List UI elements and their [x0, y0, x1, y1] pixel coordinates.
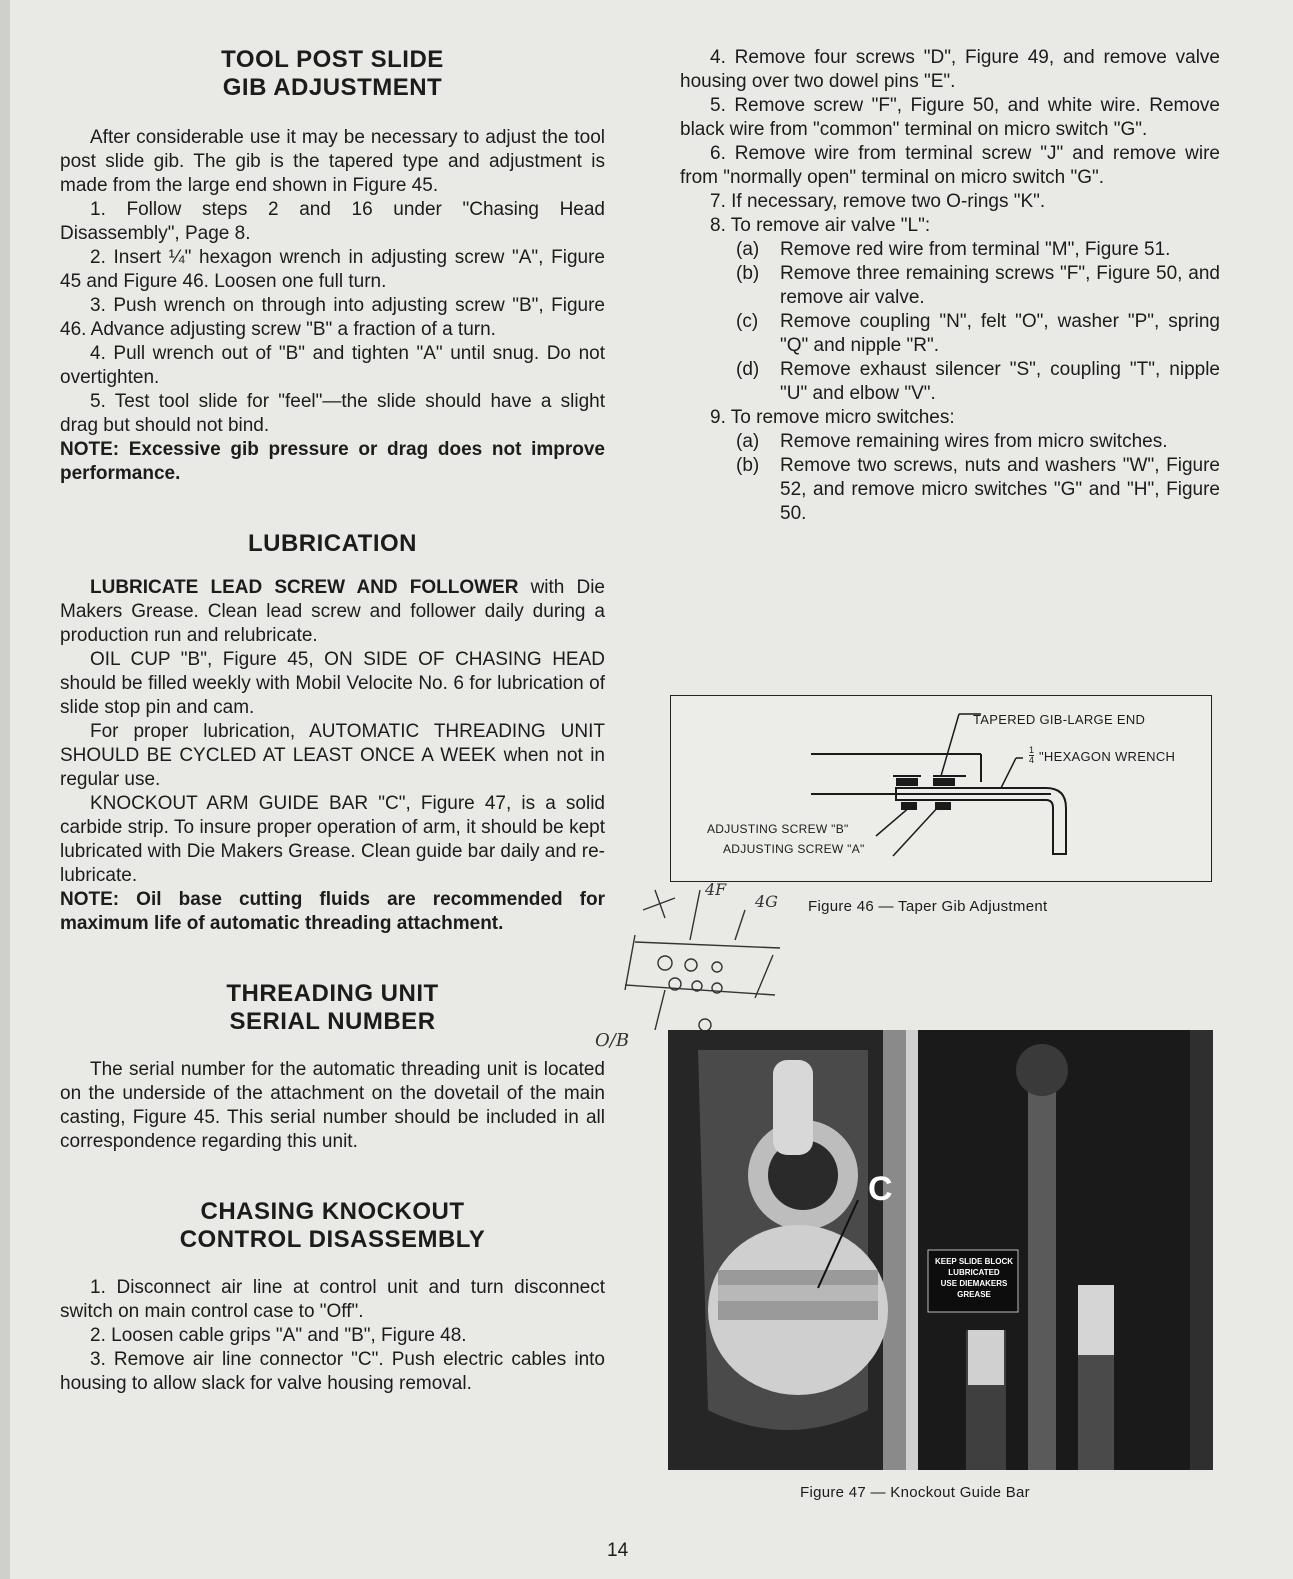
right-step: 7. If necessary, remove two O-rings "K".	[710, 191, 1046, 212]
knockout-step: 1. Disconnect air line at control unit and turn disconnect switch on main control case to "Off".	[60, 1277, 605, 1322]
label-c: C	[868, 1170, 893, 1208]
label-tapered-gib: TAPERED GIB-LARGE END	[973, 712, 1146, 727]
right-step: 5. Remove screw "F", Figure 50, and white wire. Remove black wire from "common" terminal on micro switch "G".	[680, 95, 1220, 140]
sub-label: (a)	[736, 431, 760, 452]
plate-line: KEEP SLIDE BLOCK	[934, 1257, 1014, 1266]
tool-post-step: 1. Follow steps 2 and 16 under "Chasing Head Disassembly", Page 8.	[60, 199, 605, 244]
figure-47-caption: Figure 47 — Knockout Guide Bar	[800, 1484, 1030, 1501]
lubrication-heading: LUBRICATION	[247, 530, 418, 557]
lubrication-p1-rest: with Die Makers Grease. Clean lead screw and follower daily during a production run and relubricate.	[60, 577, 605, 646]
label-adjusting-screw-b: ADJUSTING SCREW "B"	[707, 822, 849, 836]
heading-line: CHASING KNOCKOUT	[200, 1198, 465, 1225]
lubrication-p3: For proper lubrication, AUTOMATIC THREADING UNIT SHOULD BE CYCLED AT LEAST ONCE A WEEK when not in regular use.	[60, 721, 605, 790]
handwritten-note-b: 4G	[755, 892, 778, 911]
plate-line: GREASE	[957, 1290, 991, 1299]
sub-label: (b)	[736, 263, 760, 284]
handwritten-note-c: O/B	[595, 1030, 630, 1051]
figure-46-caption: Figure 46 — Taper Gib Adjustment	[808, 898, 1048, 915]
serial-heading	[60, 980, 605, 1036]
sub-text: Remove exhaust silencer "S", coupling "T", nipple "U" and elbow "V".	[780, 359, 1220, 404]
plate-line: LUBRICATED	[948, 1268, 1000, 1277]
heading-line: THREADING UNIT	[226, 980, 439, 1007]
knockout-step: 2. Loosen cable grips "A" and "B", Figure 48.	[90, 1325, 467, 1346]
lubrication-p2: OIL CUP "B", Figure 45, ON SIDE OF CHASING HEAD should be filled weekly with Mobil Velocite No. 6 for lubrication of slide stop pin and cam.	[60, 649, 605, 718]
right-step: 6. Remove wire from terminal screw "J" and remove wire from "normally open" terminal on micro switch "G".	[680, 143, 1220, 188]
sub-step	[736, 454, 1220, 526]
lubrication-p4: KNOCKOUT ARM GUIDE BAR "C", Figure 47, is a solid carbide strip. To insure proper operation of arm, it should be kept lubricated with Die Makers Grease. Clean guide bar daily and re-lubricate.	[60, 793, 605, 886]
sub-step	[736, 310, 1220, 358]
sub-text: Remove red wire from terminal "M", Figure 51.	[780, 239, 1171, 260]
serial-body: The serial number for the automatic threading unit is located on the underside of the attachment on the dovetail of the main casting, Figure 45. This serial number should be included in all correspondence regarding this unit.	[60, 1059, 605, 1152]
tool-post-step: 2. Insert ¼" hexagon wrench in adjusting screw "A", Figure 45 and Figure 46. Loosen one full turn.	[60, 247, 605, 292]
grease-plate	[932, 1256, 1016, 1300]
tool-post-note: NOTE: Excessive gib pressure or drag does not improve performance.	[60, 439, 605, 484]
tool-post-heading	[60, 46, 605, 102]
knockout-guide-bar-photo	[668, 1030, 1213, 1470]
left-column	[60, 46, 605, 1396]
tool-post-intro: After considerable use it may be necessary to adjust the tool post slide gib. The gib is the tapered type and adjustment is made from the large end shown in Figure 45.	[60, 127, 605, 196]
right-step: 8. To remove air valve "L":	[710, 215, 931, 236]
sub-label: (a)	[736, 239, 760, 260]
page-number: 14	[607, 1540, 629, 1561]
tool-post-step: 4. Pull wrench out of "B" and tighten "A" until snug. Do not overtighten.	[60, 343, 605, 388]
knockout-step: 3. Remove air line connector "C". Push electric cables into housing to allow slack for valve housing removal.	[60, 1349, 605, 1394]
sub-step	[736, 430, 1220, 454]
figure-46-diagram	[670, 695, 1212, 882]
heading-line: SERIAL NUMBER	[229, 1008, 436, 1035]
tool-post-step: 3. Push wrench on through into adjusting screw "B", Figure 46. Advance adjusting screw "B" a fraction of a turn.	[60, 295, 605, 340]
fraction-numerator: 1	[1029, 745, 1035, 755]
knockout-heading	[60, 1198, 605, 1254]
heading-line: GIB ADJUSTMENT	[222, 74, 443, 101]
lubrication-p1-bold: LUBRICATE LEAD SCREW AND FOLLOWER	[90, 577, 519, 598]
sub-text: Remove coupling "N", felt "O", washer "P", spring "Q" and nipple "R".	[780, 311, 1220, 356]
label-adjusting-screw-a: ADJUSTING SCREW "A"	[723, 842, 865, 856]
sub-label: (b)	[736, 455, 760, 476]
sub-text: Remove two screws, nuts and washers "W", Figure 52, and remove micro switches "G" and "H", Figure 50.	[780, 455, 1220, 524]
right-column	[680, 46, 1220, 526]
sub-label: (c)	[736, 311, 759, 332]
heading-line: CONTROL DISASSEMBLY	[179, 1226, 486, 1253]
sub-step	[736, 238, 1220, 262]
sub-step	[736, 262, 1220, 310]
page-edge	[0, 0, 10, 1579]
right-step: 9. To remove micro switches:	[710, 407, 955, 428]
handwritten-note-a: 4F	[705, 880, 727, 899]
label-fraction	[1029, 746, 1034, 765]
figure-47-photo	[668, 1030, 1213, 1470]
sub-label: (d)	[736, 359, 760, 380]
sub-step	[736, 358, 1220, 406]
plate-line: USE DIEMAKERS	[940, 1279, 1008, 1288]
sub-text: Remove three remaining screws "F", Figure 50, and remove air valve.	[780, 263, 1220, 308]
lubrication-p1	[60, 576, 605, 648]
lubrication-note: NOTE: Oil base cutting fluids are recommended for maximum life of automatic threading attachment.	[60, 889, 605, 934]
label-hexagon-wrench: "HEXAGON WRENCH	[1039, 749, 1176, 764]
sub-text: Remove remaining wires from micro switches.	[780, 431, 1168, 452]
right-step: 4. Remove four screws "D", Figure 49, and remove valve housing over two dowel pins "E".	[680, 47, 1220, 92]
heading-line: TOOL POST SLIDE	[221, 46, 444, 73]
tool-post-step: 5. Test tool slide for "feel"—the slide should have a slight drag but should not bind.	[60, 391, 605, 436]
fraction-denominator: 4	[1029, 755, 1035, 765]
